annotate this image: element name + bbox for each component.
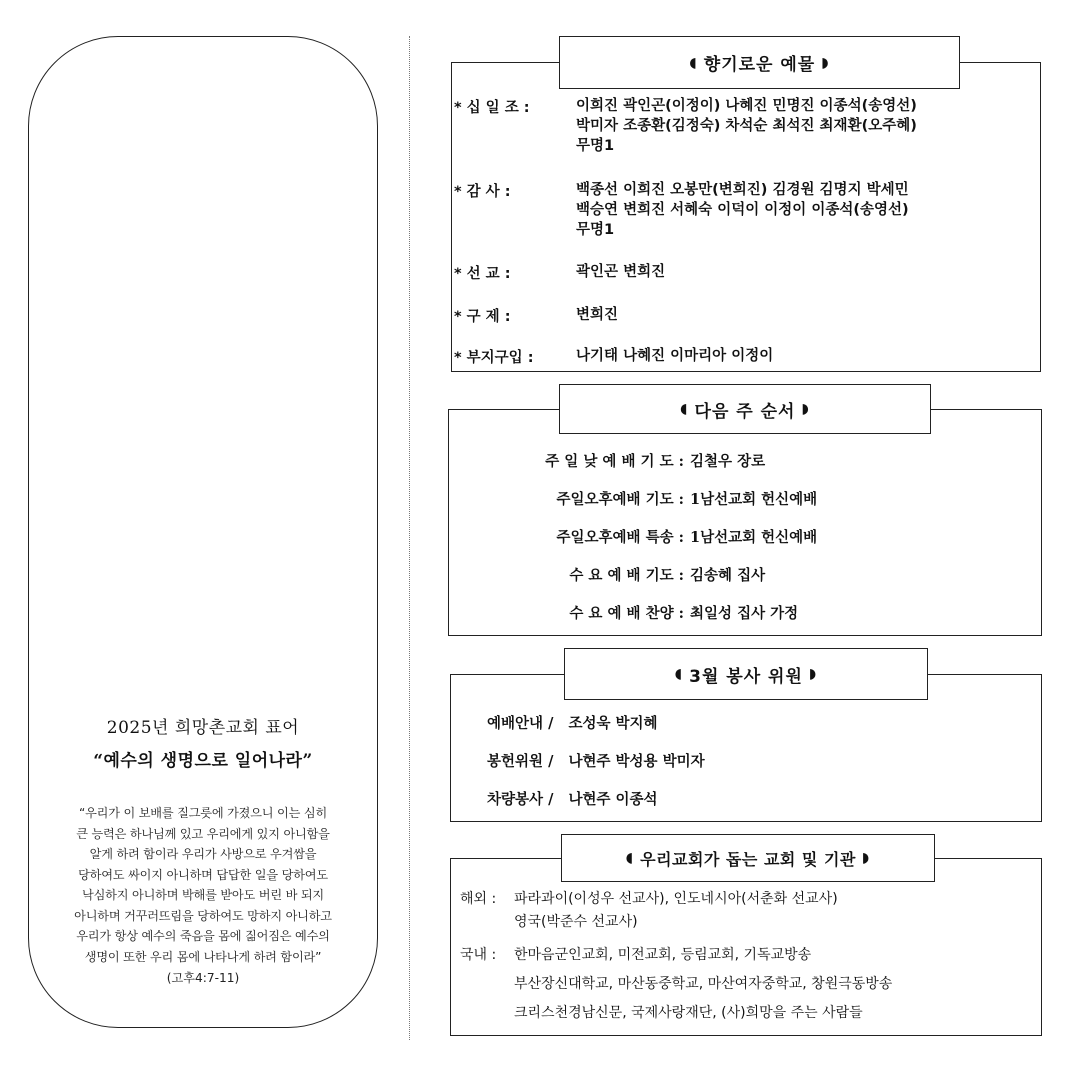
left-mark-icon: ◖ <box>689 54 698 71</box>
service-row <box>487 750 705 771</box>
support-line: 부산장신대학교, 마산동중학교, 마산여자중학교, 창원극동방송 <box>514 976 893 992</box>
right-mark-icon: ◗ <box>801 401 810 417</box>
service-row <box>487 712 658 733</box>
support-line: 파라과이(이성우 선교사), 인도네시아(서춘화 선교사) <box>514 891 838 907</box>
service-label: 차량봉사 / <box>487 791 554 808</box>
right-mark-icon: ◗ <box>821 54 830 71</box>
schedule-value: 김철우 장로 <box>690 453 766 470</box>
offering-names: 무명1 <box>576 138 615 154</box>
domestic-label: 국내 : <box>460 947 497 963</box>
right-mark-icon: ◗ <box>861 850 871 866</box>
overseas-label: 해외 : <box>460 891 497 907</box>
offering-names: 백종선 이희진 오봉만(변희진) 김경원 김명지 박세민 <box>576 182 909 198</box>
schedule-value: 1남선교회 헌신예배 <box>690 529 818 546</box>
service-row <box>487 788 658 809</box>
schedule-label: 주 일 낮 예 배 기 도 : <box>545 453 684 470</box>
right-mark-icon: ◗ <box>808 666 818 682</box>
service-label: 예배안내 / <box>487 715 554 732</box>
verse-text <box>43 803 363 967</box>
support-line: 크리스천경남신문, 국제사랑재단, (사)희망을 주는 사람들 <box>514 1005 863 1021</box>
service-label: 봉헌위원 / <box>487 753 554 770</box>
service-value: 조성욱 박지혜 <box>568 715 658 732</box>
offering-names: 무명1 <box>576 222 615 238</box>
offering-names: 이희진 곽인곤(이정이) 나혜진 민명진 이종석(송영선) <box>576 98 917 114</box>
verse-line: 알게 하려 함이라 우리가 사방으로 우겨쌈을 <box>89 847 317 861</box>
motto-panel <box>28 36 378 1028</box>
offering-names: 백승연 변희진 서혜숙 이덕이 이정이 이종석(송영선) <box>576 202 909 218</box>
verse-line: “우리가 이 보배를 질그릇에 가졌으니 이는 심히 <box>78 806 328 820</box>
offering-label: * 구 제 : <box>454 309 511 325</box>
offering-label: * 감 사 : <box>454 184 511 200</box>
verse-reference: (고후4:7-11) <box>166 971 240 985</box>
left-mark-icon: ◖ <box>625 850 635 866</box>
column-divider <box>409 36 410 1040</box>
offering-names: 곽인곤 변희진 <box>576 264 666 280</box>
offering-title <box>559 36 960 89</box>
offering-label: * 부지구입 : <box>454 350 534 366</box>
service-title-text: 3월 봉사 위원 <box>689 666 803 687</box>
motto-slogan: “예수의 생명으로 일어나라” <box>93 751 313 771</box>
support-title-text: 우리교회가 돕는 교회 및 기관 <box>640 849 856 869</box>
service-value: 나현주 이종석 <box>568 791 658 808</box>
offering-title-text: 향기로운 예물 <box>703 55 816 75</box>
verse-line: 생명이 또한 우리 몸에 나타나게 하려 함이라” <box>84 949 322 964</box>
verse-line: 당하여도 싸이지 아니하며 답답한 일을 당하여도 <box>78 867 328 882</box>
offering-names: 나기태 나혜진 이마리아 이정이 <box>576 348 774 364</box>
schedule-label: 수 요 예 배 기도 : <box>569 567 684 584</box>
schedule-label: 수 요 예 배 찬양 : <box>569 605 684 622</box>
offering-names: 박미자 조종환(김정숙) 차석순 최석진 최재환(오주혜) <box>576 118 917 134</box>
service-title <box>564 648 928 700</box>
support-title <box>561 834 935 882</box>
verse-line: 아니하며 거꾸러뜨림을 당하여도 망하지 아니하고 <box>74 908 332 923</box>
verse-line: 우리가 항상 예수의 죽음을 몸에 짊어짐은 예수의 <box>76 929 330 943</box>
schedule-value: 1남선교회 헌신예배 <box>690 491 818 508</box>
offering-names: 변희진 <box>576 307 619 323</box>
verse-line: 낙심하지 아니하며 박해를 받아도 버린 바 되지 <box>82 888 324 902</box>
schedule-label: 주일오후예배 특송 : <box>556 529 684 546</box>
left-mark-icon: ◖ <box>680 401 689 417</box>
support-line: 영국(박준수 선교사) <box>514 914 638 930</box>
support-line: 한마음군인교회, 미전교회, 등림교회, 기독교방송 <box>514 947 812 963</box>
schedule-label: 주일오후예배 기도 : <box>556 491 684 508</box>
offering-label: * 십 일 조 : <box>454 100 530 116</box>
schedule-value: 김송혜 집사 <box>690 567 766 584</box>
motto-title: 2025년 희망촌교회 표어 <box>106 718 300 738</box>
schedule-title-text: 다음 주 순서 <box>694 401 796 422</box>
offering-label: * 선 교 : <box>454 266 511 282</box>
verse-line: 큰 능력은 하나님께 있고 우리에게 있지 아니함을 <box>76 826 330 841</box>
schedule-value: 최일성 집사 가정 <box>690 605 799 622</box>
service-value: 나현주 박성용 박미자 <box>568 753 705 770</box>
left-mark-icon: ◖ <box>674 666 684 682</box>
schedule-title <box>559 384 931 434</box>
